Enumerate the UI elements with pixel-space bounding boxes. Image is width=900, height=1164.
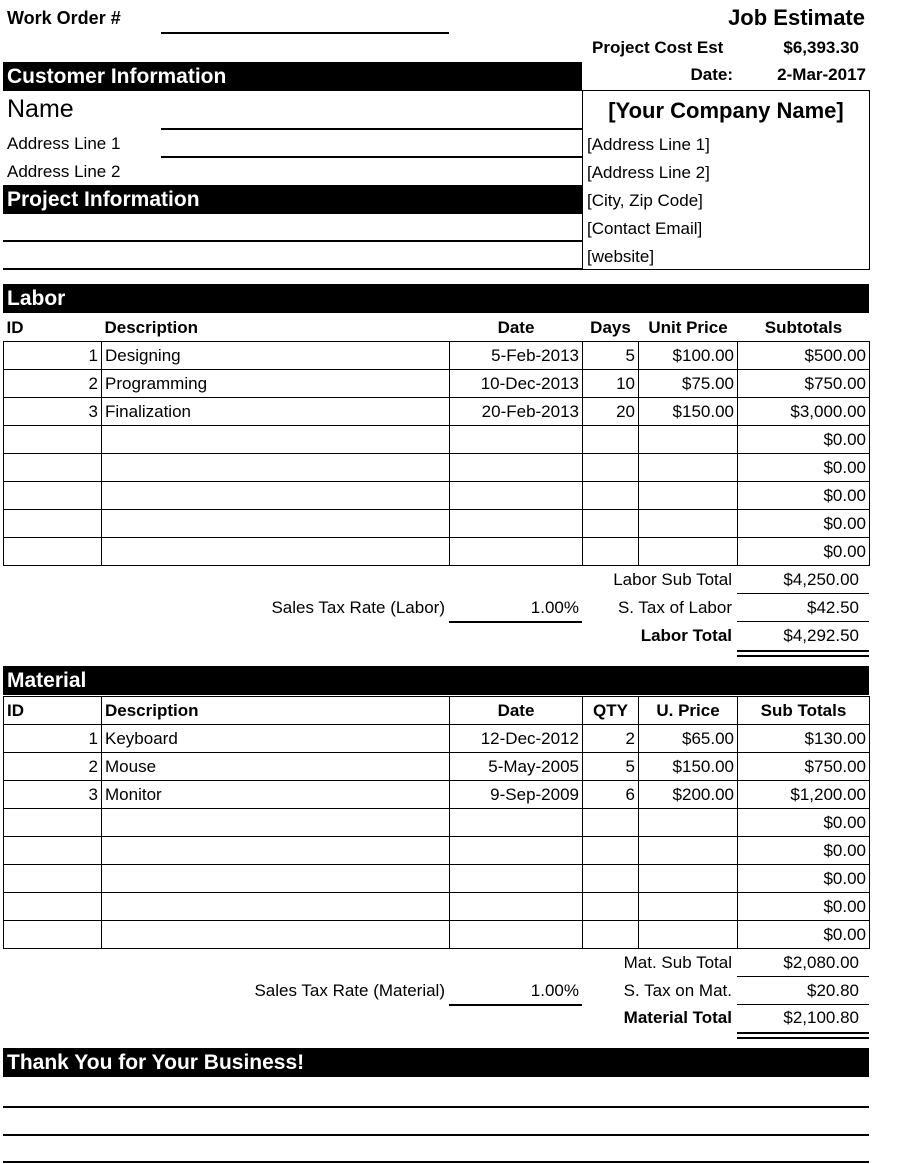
column-header: Description — [102, 314, 450, 342]
table-cell[interactable] — [639, 426, 738, 454]
table-cell[interactable]: 3 — [4, 398, 102, 426]
table-cell[interactable] — [102, 482, 450, 510]
table-cell[interactable] — [4, 510, 102, 538]
table-cell[interactable]: $100.00 — [639, 342, 738, 370]
company-website: [website] — [587, 247, 655, 266]
table-cell[interactable]: 5-May-2005 — [450, 753, 583, 781]
column-header: ID — [4, 697, 102, 725]
table-row — [4, 454, 870, 482]
customer-information-header: Customer Information — [3, 62, 582, 91]
table-row — [4, 753, 870, 781]
table-cell[interactable] — [4, 482, 102, 510]
table-cell[interactable] — [102, 809, 450, 837]
column-header: U. Price — [639, 697, 738, 725]
divider — [737, 1004, 869, 1005]
table-cell[interactable] — [639, 865, 738, 893]
table-cell[interactable] — [639, 921, 738, 949]
table-cell[interactable]: Finalization — [102, 398, 450, 426]
table-cell[interactable]: $0.00 — [738, 809, 870, 837]
table-row — [4, 837, 870, 865]
table-cell[interactable] — [450, 454, 583, 482]
table-cell[interactable] — [4, 426, 102, 454]
table-cell[interactable]: 5 — [583, 753, 639, 781]
table-cell[interactable]: $150.00 — [639, 398, 738, 426]
table-cell[interactable] — [639, 510, 738, 538]
table-cell[interactable]: $0.00 — [738, 893, 870, 921]
divider — [449, 621, 582, 623]
material-section-header: Material — [3, 666, 869, 695]
table-cell[interactable]: 2 — [583, 725, 639, 753]
table-row — [4, 893, 870, 921]
project-info-line-2[interactable] — [3, 268, 582, 270]
project-cost-label: Project Cost Est — [592, 38, 724, 57]
table-cell[interactable]: Designing — [102, 342, 450, 370]
table-cell[interactable] — [4, 921, 102, 949]
table-cell[interactable] — [583, 893, 639, 921]
table-row — [4, 725, 870, 753]
table-cell[interactable]: 1 — [4, 725, 102, 753]
company-email: [Contact Email] — [587, 219, 703, 238]
table-cell[interactable]: $75.00 — [639, 370, 738, 398]
table-cell[interactable]: Mouse — [102, 753, 450, 781]
table-cell[interactable] — [450, 921, 583, 949]
table-row — [4, 538, 870, 566]
table-cell[interactable] — [4, 865, 102, 893]
labor-tax-value: $42.50 — [807, 598, 859, 617]
name-field[interactable] — [161, 128, 582, 130]
table-cell[interactable]: $0.00 — [738, 454, 870, 482]
table-cell[interactable] — [639, 482, 738, 510]
table-cell[interactable] — [639, 837, 738, 865]
table-cell[interactable] — [639, 809, 738, 837]
table-row — [4, 426, 870, 454]
table-cell[interactable]: $500.00 — [738, 342, 870, 370]
work-order-label: Work Order # — [7, 8, 121, 28]
table-cell[interactable] — [4, 454, 102, 482]
divider — [737, 976, 869, 977]
table-cell[interactable]: $150.00 — [639, 753, 738, 781]
divider — [737, 621, 869, 622]
table-cell[interactable]: 20 — [583, 398, 639, 426]
table-cell[interactable]: $130.00 — [738, 725, 870, 753]
date-label: Date: — [690, 65, 733, 84]
labor-subtotal-value: $4,250.00 — [783, 570, 859, 589]
material-total-value: $2,100.80 — [783, 1008, 859, 1027]
table-cell[interactable]: 10 — [583, 370, 639, 398]
table-cell[interactable]: $0.00 — [738, 510, 870, 538]
table-row — [4, 809, 870, 837]
table-cell[interactable] — [102, 837, 450, 865]
company-address-1: [Address Line 1] — [587, 135, 710, 154]
table-cell[interactable]: $3,000.00 — [738, 398, 870, 426]
labor-section-header: Labor — [3, 284, 869, 313]
thank-you-banner: Thank You for Your Business! — [3, 1048, 869, 1077]
column-header: Subtotals — [738, 314, 870, 342]
table-header-row — [4, 697, 870, 725]
table-cell[interactable]: 5 — [583, 342, 639, 370]
company-info-box — [582, 90, 870, 270]
table-row — [4, 398, 870, 426]
table-cell[interactable] — [450, 809, 583, 837]
table-cell[interactable] — [4, 538, 102, 566]
table-cell[interactable] — [583, 482, 639, 510]
table-cell[interactable]: 2 — [4, 370, 102, 398]
table-cell[interactable] — [583, 809, 639, 837]
table-cell[interactable] — [450, 482, 583, 510]
table-cell[interactable] — [450, 510, 583, 538]
company-city-zip: [City, Zip Code] — [587, 191, 703, 210]
material-table — [3, 696, 870, 949]
table-row — [4, 865, 870, 893]
material-tax-rate-input[interactable]: 1.00% — [530, 981, 579, 1000]
notes-line-2[interactable] — [3, 1134, 869, 1136]
table-cell[interactable] — [102, 510, 450, 538]
table-cell[interactable]: $750.00 — [738, 370, 870, 398]
table-cell[interactable]: $65.00 — [639, 725, 738, 753]
table-cell[interactable] — [450, 426, 583, 454]
material-subtotal-label: Mat. Sub Total — [623, 953, 732, 972]
table-cell[interactable] — [583, 510, 639, 538]
table-cell[interactable] — [4, 893, 102, 921]
table-cell[interactable] — [450, 865, 583, 893]
table-cell[interactable]: $0.00 — [738, 426, 870, 454]
table-cell[interactable]: 12-Dec-2012 — [450, 725, 583, 753]
table-cell[interactable] — [639, 454, 738, 482]
double-divider — [737, 650, 869, 657]
table-cell[interactable] — [583, 454, 639, 482]
labor-total-label: Labor Total — [640, 626, 732, 645]
table-cell[interactable]: $0.00 — [738, 921, 870, 949]
table-row — [4, 781, 870, 809]
table-cell[interactable]: 9-Sep-2009 — [450, 781, 583, 809]
table-cell[interactable] — [583, 538, 639, 566]
table-cell[interactable] — [450, 538, 583, 566]
table-row — [4, 510, 870, 538]
column-header: Sub Totals — [738, 697, 870, 725]
table-cell[interactable] — [102, 865, 450, 893]
column-header: QTY — [583, 697, 639, 725]
table-cell[interactable]: 6 — [583, 781, 639, 809]
table-cell[interactable] — [102, 454, 450, 482]
column-header: Unit Price — [639, 314, 738, 342]
table-cell[interactable]: $1,200.00 — [738, 781, 870, 809]
labor-tax-rate-input[interactable]: 1.00% — [530, 598, 579, 617]
table-cell[interactable]: Keyboard — [102, 725, 450, 753]
table-cell[interactable]: $0.00 — [738, 865, 870, 893]
project-info-line-1[interactable] — [3, 240, 582, 242]
project-information-header: Project Information — [3, 185, 582, 214]
column-header: Date — [450, 314, 583, 342]
labor-tax-rate-label: Sales Tax Rate (Labor) — [271, 598, 445, 617]
table-cell[interactable]: Monitor — [102, 781, 450, 809]
labor-total-value: $4,292.50 — [783, 626, 859, 645]
table-cell[interactable] — [102, 893, 450, 921]
labor-subtotal-label: Labor Sub Total — [613, 570, 732, 589]
table-cell[interactable] — [583, 837, 639, 865]
table-cell[interactable]: Programming — [102, 370, 450, 398]
table-row — [4, 342, 870, 370]
table-row — [4, 370, 870, 398]
table-cell[interactable] — [102, 538, 450, 566]
table-row — [4, 482, 870, 510]
table-cell[interactable]: 20-Feb-2013 — [450, 398, 583, 426]
table-header-row — [4, 314, 870, 342]
table-cell[interactable]: 5-Feb-2013 — [450, 342, 583, 370]
material-tax-label: S. Tax on Mat. — [623, 981, 732, 1000]
notes-line-1[interactable] — [3, 1106, 869, 1108]
material-subtotal-value: $2,080.00 — [783, 953, 859, 972]
table-row — [4, 921, 870, 949]
company-name: [Your Company Name] — [608, 98, 844, 123]
material-tax-rate-label: Sales Tax Rate (Material) — [254, 981, 445, 1000]
address-line-2-label: Address Line 2 — [7, 162, 121, 181]
double-divider — [737, 1032, 869, 1039]
table-cell[interactable] — [4, 837, 102, 865]
table-cell[interactable]: $0.00 — [738, 837, 870, 865]
table-cell[interactable] — [102, 921, 450, 949]
table-cell[interactable]: $0.00 — [738, 538, 870, 566]
project-cost-value: $6,393.30 — [783, 38, 859, 57]
table-cell[interactable]: 1 — [4, 342, 102, 370]
labor-tax-label: S. Tax of Labor — [617, 598, 732, 617]
table-cell[interactable] — [583, 426, 639, 454]
table-cell[interactable] — [639, 893, 738, 921]
table-cell[interactable]: $200.00 — [639, 781, 738, 809]
column-header: Date — [450, 697, 583, 725]
column-header: Description — [102, 697, 450, 725]
divider — [449, 1004, 582, 1006]
material-total-label: Material Total — [623, 1008, 732, 1027]
material-tax-value: $20.80 — [807, 981, 859, 1000]
company-address-2: [Address Line 2] — [587, 163, 710, 182]
table-cell[interactable]: 10-Dec-2013 — [450, 370, 583, 398]
work-order-field[interactable] — [161, 32, 449, 34]
divider — [737, 593, 869, 594]
page-title: Job Estimate — [728, 5, 865, 30]
table-cell[interactable] — [102, 426, 450, 454]
table-cell[interactable] — [583, 865, 639, 893]
labor-table — [3, 314, 870, 566]
notes-line-3[interactable] — [3, 1161, 869, 1163]
table-cell[interactable] — [4, 809, 102, 837]
table-cell[interactable] — [583, 921, 639, 949]
address-line-1-label: Address Line 1 — [7, 134, 121, 153]
name-label: Name — [7, 95, 74, 123]
table-cell[interactable]: $750.00 — [738, 753, 870, 781]
table-cell[interactable]: $0.00 — [738, 482, 870, 510]
table-cell[interactable]: 3 — [4, 781, 102, 809]
address-line-1-field[interactable] — [161, 156, 582, 158]
date-value: 2-Mar-2017 — [777, 65, 866, 84]
column-header: Days — [583, 314, 639, 342]
table-cell[interactable] — [450, 837, 583, 865]
table-cell[interactable]: 2 — [4, 753, 102, 781]
table-cell[interactable] — [450, 893, 583, 921]
table-cell[interactable] — [639, 538, 738, 566]
column-header: ID — [4, 314, 102, 342]
